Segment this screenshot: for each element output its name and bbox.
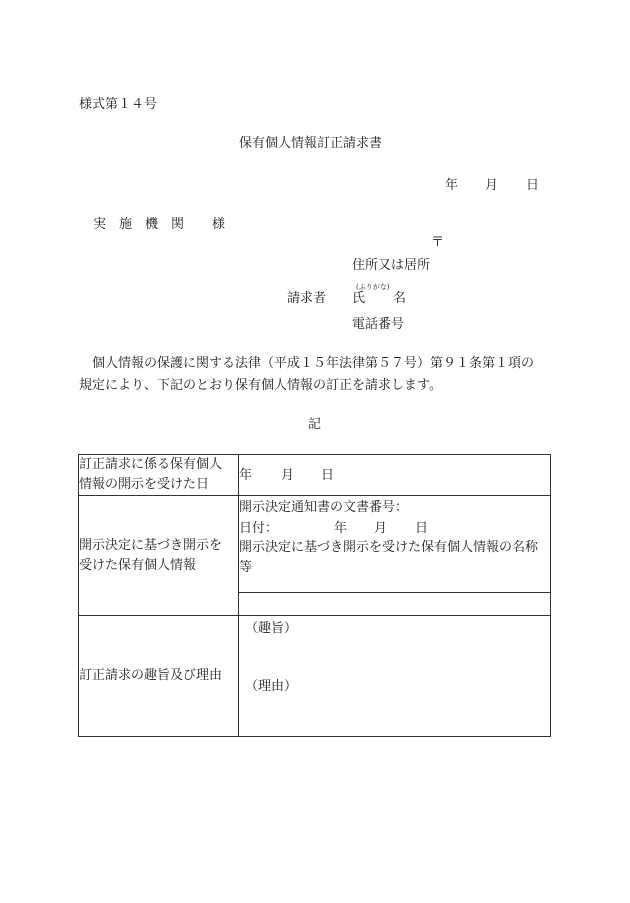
- date-month-label: 月: [485, 178, 499, 193]
- disclosure-day-label: 日: [321, 468, 335, 483]
- phone-label: 電話番号: [352, 317, 405, 332]
- info-name-label-line2: 等: [239, 560, 253, 575]
- recipient-agency: 実 施 機 関: [93, 217, 185, 232]
- page-title: 保有個人情報訂正請求書: [239, 136, 383, 151]
- disclosed-info-label-line2: 受けた保有個人情報: [79, 557, 197, 573]
- recipient-honorific: 様: [212, 217, 226, 232]
- info-name-label-line1: 開示決定に基づき開示を受けた保有個人情報の名称: [239, 540, 539, 555]
- disclosed-info-label-cell: [79, 496, 239, 616]
- disclosed-info-label-line1: 開示決定に基づき開示を: [79, 537, 223, 553]
- name-label-1: 氏: [352, 291, 366, 306]
- name-furigana: (ふりがな): [356, 283, 390, 291]
- ki-heading: 記: [308, 417, 322, 432]
- notice-date-line: [239, 518, 550, 538]
- purpose-reason-label: 訂正請求の趣旨及び理由: [79, 668, 223, 683]
- notice-day-label: 日: [415, 521, 429, 536]
- doc-number-label: 開示決定通知書の文書番号：: [239, 500, 409, 515]
- disclosure-date-field[interactable]: [239, 455, 551, 496]
- disclosed-info-name-field[interactable]: [239, 593, 551, 616]
- reason-label: （理由）: [245, 679, 298, 694]
- date-day-label: 日: [526, 178, 540, 193]
- notice-year-label: 年: [334, 521, 348, 536]
- correction-table: [78, 454, 551, 737]
- requester-label: 請求者: [287, 291, 327, 306]
- disclosure-year-label: 年: [239, 468, 253, 483]
- notice-date-label: 日付：: [239, 521, 279, 536]
- disclosure-month-label: 月: [281, 468, 295, 483]
- disclosure-date-label-line1: 訂正請求に係る保有個人: [79, 457, 223, 472]
- purpose-label: （趣旨）: [245, 621, 298, 636]
- date-year-label: 年: [445, 178, 459, 193]
- body-line-2: 規定により、下記のとおり保有個人情報の訂正を請求します。: [79, 378, 442, 393]
- table-row: [79, 455, 551, 496]
- notice-month-label: 月: [374, 521, 388, 536]
- address-label: 住所又は居所: [352, 258, 431, 273]
- disclosure-date-label-cell: [79, 455, 239, 496]
- table-row: [79, 616, 551, 737]
- name-label-2: 名: [393, 291, 407, 306]
- purpose-reason-field[interactable]: [239, 616, 551, 737]
- disclosed-info-details-cell[interactable]: [239, 496, 551, 593]
- body-line-1: 個人情報の保護に関する法律（平成１５年法律第５７号）第９１条第１項の: [92, 356, 535, 371]
- form-number: 様式第１４号: [79, 97, 158, 112]
- postal-mark: 〒: [431, 235, 445, 250]
- table-row: [79, 496, 551, 593]
- purpose-reason-label-cell: [79, 616, 239, 737]
- disclosure-date-label-line2: 情報の開示を受けた日: [79, 477, 210, 492]
